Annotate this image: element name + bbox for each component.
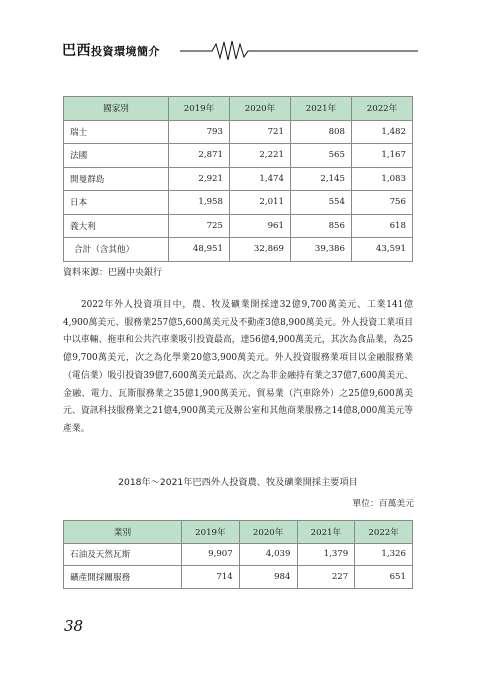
table-cell: 1,326 bbox=[355, 543, 413, 566]
column-header: 2020年 bbox=[239, 521, 297, 544]
table-cell: 2,011 bbox=[230, 191, 291, 215]
row-label: 義大利 bbox=[64, 214, 169, 238]
row-label: 開曼群島 bbox=[64, 167, 169, 191]
table-cell: 554 bbox=[291, 191, 352, 215]
table-cell: 43,591 bbox=[352, 238, 413, 262]
column-header: 國家別 bbox=[64, 97, 169, 121]
table-cell: 714 bbox=[182, 566, 240, 589]
table-cell: 565 bbox=[291, 144, 352, 168]
table-cell: 725 bbox=[169, 214, 230, 238]
table-row bbox=[64, 120, 413, 144]
table-row bbox=[64, 144, 413, 168]
table-total-row bbox=[64, 238, 413, 262]
column-header: 2020年 bbox=[230, 97, 291, 121]
table-cell: 1,167 bbox=[352, 144, 413, 168]
page-header bbox=[62, 38, 418, 62]
body-paragraph: 2022年外人投資項目中，農、牧及礦業開採達32億9,700萬美元、工業141億4,900萬美元、服務業257億5,600萬美元及不動產3億8,900萬美元。外人投資工業項目中以車輛、拖車和公共汽車業吸引投資最高，達56億4,900萬美元，其次為食品業，為25億9,700萬美元，次之為化學業20億3,900萬美元。外人投資服務業項目以金融服務業（電信業）吸引投資39億7,600萬美元最高、次之為非金融持有業之37億7,600萬美元、金融、電力、瓦斯服務業之35億1,900萬美元、貿易業（汽車除外）之25億9,600萬美元、資訊科技服務業之21億4,900萬美元及辦公室和其他商業服務之14億8,000萬美元等產業。 bbox=[63, 300, 413, 434]
row-label: 礦產開採關服務 bbox=[64, 566, 182, 589]
column-header: 2021年 bbox=[291, 97, 352, 121]
table-cell: 651 bbox=[355, 566, 413, 589]
table-header-row bbox=[64, 97, 413, 121]
table-cell: 2,221 bbox=[230, 144, 291, 168]
row-label: 瑞士 bbox=[64, 120, 169, 144]
table-cell: 2,145 bbox=[291, 167, 352, 191]
table-cell: 756 bbox=[352, 191, 413, 215]
source-note: 資料來源：巴國中央銀行 bbox=[63, 268, 163, 278]
header-title: 巴西投資環境簡介 bbox=[62, 43, 160, 59]
row-label: 法國 bbox=[64, 144, 169, 168]
foreign-investment-by-country-table bbox=[63, 96, 413, 262]
page-number: 38 bbox=[64, 617, 84, 635]
column-header: 2022年 bbox=[355, 521, 413, 544]
table-cell: 793 bbox=[169, 120, 230, 144]
table-cell: 1,474 bbox=[230, 167, 291, 191]
table-cell: 984 bbox=[239, 566, 297, 589]
table-title: 2018年～2021年巴西外人投資農、牧及礦業開採主要項目 bbox=[118, 477, 358, 488]
table-cell: 1,083 bbox=[352, 167, 413, 191]
row-label: 日本 bbox=[64, 191, 169, 215]
column-header: 業別 bbox=[64, 521, 182, 544]
table-cell: 2,921 bbox=[169, 167, 230, 191]
column-header: 2021年 bbox=[297, 521, 355, 544]
table-row bbox=[64, 214, 413, 238]
column-header: 2019年 bbox=[169, 97, 230, 121]
table-cell: 9,907 bbox=[182, 543, 240, 566]
table-cell: 48,951 bbox=[169, 238, 230, 262]
table-header-row bbox=[64, 521, 413, 544]
column-header: 2022年 bbox=[352, 97, 413, 121]
row-label: 合計（含其他） bbox=[64, 238, 169, 262]
table-cell: 2,871 bbox=[169, 144, 230, 168]
table-row bbox=[64, 191, 413, 215]
table-cell: 4,039 bbox=[239, 543, 297, 566]
row-label: 石油及天然瓦斯 bbox=[64, 543, 182, 566]
table-cell: 856 bbox=[291, 214, 352, 238]
table-cell: 32,869 bbox=[230, 238, 291, 262]
column-header: 2019年 bbox=[182, 521, 240, 544]
table-cell: 227 bbox=[297, 566, 355, 589]
table-cell: 1,958 bbox=[169, 191, 230, 215]
table-cell: 39,386 bbox=[291, 238, 352, 262]
table-row bbox=[64, 167, 413, 191]
table-cell: 961 bbox=[230, 214, 291, 238]
table-row bbox=[64, 543, 413, 566]
unit-note: 單位：百萬美元 bbox=[352, 499, 414, 509]
table-cell: 1,482 bbox=[352, 120, 413, 144]
table-cell: 1,379 bbox=[297, 543, 355, 566]
table-row bbox=[64, 566, 413, 589]
table-cell: 808 bbox=[291, 120, 352, 144]
agriculture-mining-investment-table bbox=[63, 520, 413, 589]
table-cell: 721 bbox=[230, 120, 291, 144]
table-cell: 618 bbox=[352, 214, 413, 238]
